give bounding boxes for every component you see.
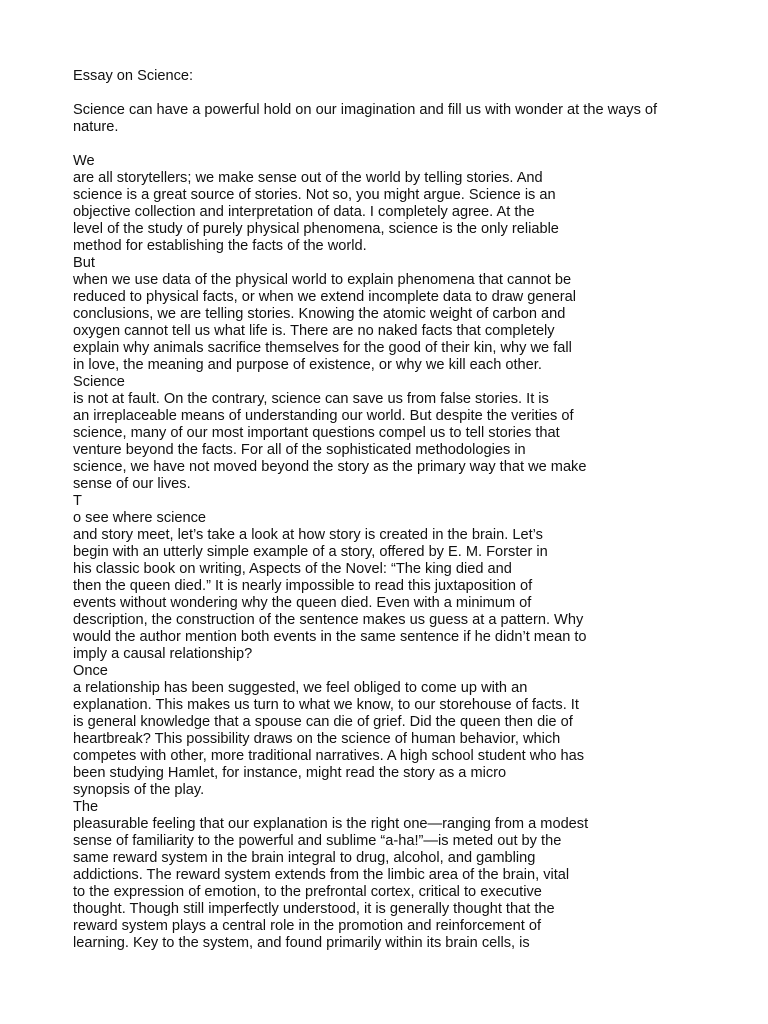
intro-line: Science can have a powerful hold on our imagination and fill us with wonder at the ways of — [73, 102, 658, 118]
body-line: to the expression of emotion, to the prefrontal cortex, critical to executive — [73, 884, 542, 900]
body-line: thought. Though still imperfectly understood, it is generally thought that the — [73, 901, 555, 917]
body-line: a relationship has been suggested, we feel obliged to come up with an — [73, 680, 528, 696]
body-line: same reward system in the brain integral to drug, alcohol, and gambling — [73, 850, 536, 866]
body-line: is general knowledge that a spouse can die of grief. Did the queen then die of — [73, 714, 573, 730]
body-line: sense of our lives. — [73, 476, 191, 492]
body-line: in love, the meaning and purpose of existence, or why we kill each other. — [73, 357, 542, 373]
body-line: learning. Key to the system, and found primarily within its brain cells, is — [73, 935, 530, 951]
body-line: explanation. This makes us turn to what we know, to our storehouse of facts. It — [73, 697, 579, 713]
body-line: an irreplaceable means of understanding our world. But despite the verities of — [73, 408, 574, 424]
body-line: begin with an utterly simple example of a story, offered by E. M. Forster in — [73, 544, 548, 560]
body-line: pleasurable feeling that our explanation is the right one—ranging from a modest — [73, 816, 589, 832]
body-line: science is a great source of stories. Not so, you might argue. Science is an — [73, 187, 556, 203]
intro-line: nature. — [73, 119, 119, 135]
spacer — [73, 85, 753, 102]
body-line: explain why animals sacrifice themselves for the good of their kin, why we fall — [73, 340, 572, 356]
body-line: his classic book on writing, Aspects of the Novel: “The king died and — [73, 561, 512, 577]
document-title: Essay on Science: — [73, 68, 194, 84]
body-line: addictions. The reward system extends from the limbic area of the brain, vital — [73, 867, 570, 883]
body-line: Science — [73, 374, 125, 390]
body-line: reduced to physical facts, or when we extend incomplete data to draw general — [73, 289, 576, 305]
body-line: science, we have not moved beyond the story as the primary way that we make — [73, 459, 587, 475]
body-line: are all storytellers; we make sense out of the world by telling stories. And — [73, 170, 543, 186]
body-line: The — [73, 799, 99, 815]
body-line: events without wondering why the queen died. Even with a minimum of — [73, 595, 532, 611]
body-line: oxygen cannot tell us what life is. There are no naked facts that completely — [73, 323, 555, 339]
body-line: science, many of our most important questions compel us to tell stories that — [73, 425, 560, 441]
body-line: level of the study of purely physical phenomena, science is the only reliable — [73, 221, 559, 237]
body-line: would the author mention both events in the same sentence if he didn’t mean to — [73, 629, 587, 645]
body-line: T — [73, 493, 82, 509]
body-line: synopsis of the play. — [73, 782, 205, 798]
body-line: venture beyond the facts. For all of the sophisticated methodologies in — [73, 442, 526, 458]
document-page — [73, 68, 753, 952]
body-line: competes with other, more traditional narratives. A high school student who has — [73, 748, 585, 764]
body-line: been studying Hamlet, for instance, might read the story as a micro — [73, 765, 507, 781]
body-line: heartbreak? This possibility draws on the science of human behavior, which — [73, 731, 561, 747]
body-line: then the queen died.” It is nearly impossible to read this juxtaposition of — [73, 578, 533, 594]
body-line: sense of familiarity to the powerful and sublime “a-ha!”—is meted out by the — [73, 833, 562, 849]
body-line: description, the construction of the sentence makes us guess at a pattern. Why — [73, 612, 584, 628]
body-line: when we use data of the physical world to explain phenomena that cannot be — [73, 272, 572, 288]
body-line: is not at fault. On the contrary, science can save us from false stories. It is — [73, 391, 549, 407]
body-line: o see where science — [73, 510, 207, 526]
body-line: objective collection and interpretation of data. I completely agree. At the — [73, 204, 535, 220]
body-line: But — [73, 255, 95, 271]
body-line: imply a causal relationship? — [73, 646, 253, 662]
essay-body — [73, 153, 753, 952]
body-line: Once — [73, 663, 108, 679]
body-line: reward system plays a central role in the promotion and reinforcement of — [73, 918, 542, 934]
spacer — [73, 136, 753, 153]
body-line: method for establishing the facts of the world. — [73, 238, 367, 254]
body-line: We — [73, 153, 95, 169]
body-line: and story meet, let’s take a look at how story is created in the brain. Let’s — [73, 527, 543, 543]
body-line: conclusions, we are telling stories. Knowing the atomic weight of carbon and — [73, 306, 566, 322]
